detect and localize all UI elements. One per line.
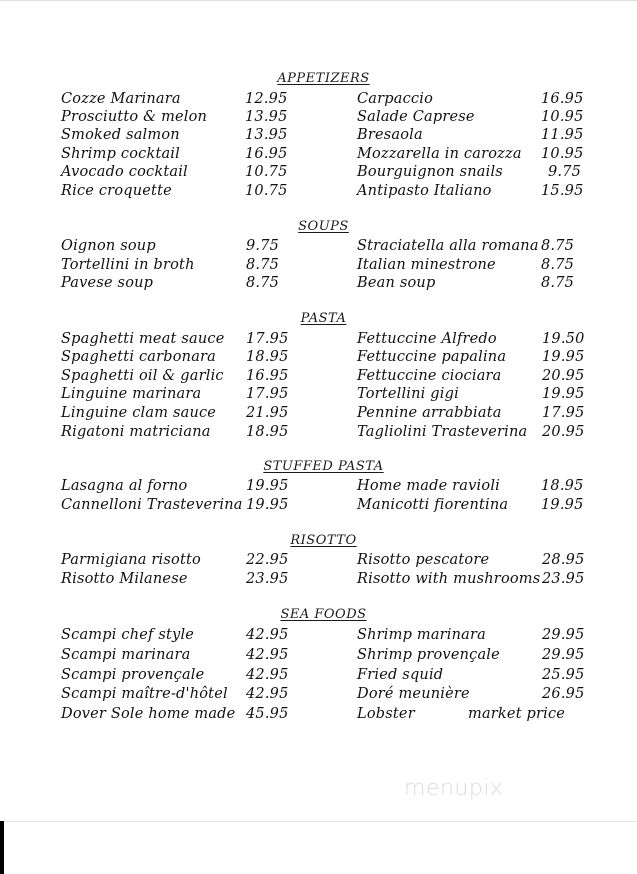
item-name: Dover Sole home made — [61, 706, 236, 722]
item-price: 8.75 — [541, 257, 575, 273]
item-name: Fettuccine ciociara — [357, 368, 502, 384]
item-price: 16.95 — [245, 146, 288, 162]
scan-edge-shadow — [0, 821, 4, 874]
item-name: Scampi marinara — [61, 647, 191, 663]
item-name: Scampi chef style — [61, 627, 195, 643]
item-price: 13.95 — [245, 127, 288, 143]
item-name: Scampi maître-d'hôtel — [61, 686, 228, 702]
item-price: 8.75 — [246, 257, 280, 273]
item-price: 20.95 — [542, 368, 585, 384]
item-price: 16.95 — [541, 91, 584, 107]
item-name: Antipasto Italiano — [357, 183, 492, 199]
item-name: Bourguignon snails — [357, 164, 503, 180]
scan-fold-line — [0, 821, 637, 822]
item-price: 28.95 — [542, 552, 585, 568]
item-name: Cozze Marinara — [61, 91, 181, 107]
item-name: Risotto pescatore — [357, 552, 490, 568]
item-price: 17.95 — [246, 331, 289, 347]
item-price: 29.95 — [542, 627, 585, 643]
item-price: 42.95 — [246, 627, 289, 643]
scan-edge-top — [0, 0, 637, 1]
item-price: 17.95 — [542, 405, 585, 421]
item-name: Smoked salmon — [61, 127, 180, 143]
item-name: Pennine arrabbiata — [357, 405, 502, 421]
item-price: 17.95 — [246, 386, 289, 402]
item-price: 29.95 — [542, 647, 585, 663]
item-price: 42.95 — [246, 686, 289, 702]
item-price: 13.95 — [245, 109, 288, 125]
item-price: 25.95 — [542, 667, 585, 683]
item-name: Tortellini in broth — [61, 257, 195, 273]
item-name: Rigatoni matriciana — [61, 424, 211, 440]
item-price: 9.75 — [548, 164, 582, 180]
item-price: 8.75 — [246, 275, 280, 291]
item-price: 18.95 — [246, 424, 289, 440]
item-price: 12.95 — [245, 91, 288, 107]
item-price: 15.95 — [541, 183, 584, 199]
item-price: 26.95 — [542, 686, 585, 702]
item-price: 8.75 — [541, 275, 575, 291]
item-name: Prosciutto & melon — [61, 109, 208, 125]
item-price: 9.75 — [246, 238, 280, 254]
item-price: 18.95 — [246, 349, 289, 365]
item-price: 23.95 — [246, 571, 289, 587]
section-title-soups: SOUPS — [298, 219, 349, 234]
item-name: Salade Caprese — [357, 109, 475, 125]
item-price: 10.95 — [541, 146, 584, 162]
item-name: Bresaola — [357, 127, 423, 143]
section-title-risotto: RISOTTO — [290, 533, 357, 548]
item-name: Pavese soup — [61, 275, 154, 291]
item-price: 11.95 — [541, 127, 584, 143]
item-name: Risotto with mushrooms — [357, 571, 541, 587]
item-name: Tortellini gigi — [357, 386, 459, 402]
item-name: Tagliolini Trasteverina — [357, 424, 528, 440]
item-name: Spaghetti oil & garlic — [61, 368, 224, 384]
item-price: 42.95 — [246, 647, 289, 663]
item-price: 45.95 — [246, 706, 289, 722]
item-name: Bean soup — [357, 275, 436, 291]
item-price: 19.95 — [246, 497, 289, 513]
item-name: Risotto Milanese — [61, 571, 188, 587]
item-price: 42.95 — [246, 667, 289, 683]
item-price: 19.95 — [542, 386, 585, 402]
item-name: Fried squid — [357, 667, 444, 683]
item-name: Manicotti fiorentina — [357, 497, 509, 513]
item-price: 23.95 — [542, 571, 585, 587]
item-price: 16.95 — [246, 368, 289, 384]
item-price: 19.95 — [541, 497, 584, 513]
item-price: 19.95 — [246, 478, 289, 494]
item-name: Linguine clam sauce — [61, 405, 217, 421]
item-name: Spaghetti carbonara — [61, 349, 217, 365]
section-title-pasta: PASTA — [300, 311, 347, 326]
item-name: Shrimp provençale — [357, 647, 500, 663]
item-name: Lobster — [357, 706, 415, 722]
section-title-stuffed-pasta: STUFFED PASTA — [263, 459, 384, 474]
section-title-appetizers: APPETIZERS — [277, 71, 370, 86]
item-name: Italian minestrone — [357, 257, 496, 273]
item-price: 20.95 — [542, 424, 585, 440]
item-name: Mozzarella in carozza — [357, 146, 522, 162]
item-price: 22.95 — [246, 552, 289, 568]
item-price: 10.75 — [245, 164, 288, 180]
item-name: Carpaccio — [357, 91, 434, 107]
item-name: Cannelloni Trasteverina — [61, 497, 243, 513]
item-name: Spaghetti meat sauce — [61, 331, 225, 347]
item-name: Fettuccine papalina — [357, 349, 507, 365]
item-price: 19.50 — [542, 331, 585, 347]
item-name: Linguine marinara — [61, 386, 202, 402]
item-name: Avocado cocktail — [61, 164, 188, 180]
item-price: 19.95 — [542, 349, 585, 365]
item-name: Scampi provençale — [61, 667, 205, 683]
section-title-sea-foods: SEA FOODS — [280, 607, 367, 622]
item-name: Shrimp marinara — [357, 627, 487, 643]
item-name: Shrimp cocktail — [61, 146, 180, 162]
item-name: Fettuccine Alfredo — [357, 331, 497, 347]
item-price: 8.75 — [541, 238, 575, 254]
item-name: Home made ravioli — [357, 478, 500, 494]
item-price: 21.95 — [246, 405, 289, 421]
menupix-watermark: menupix — [404, 776, 504, 801]
item-name: Oignon soup — [61, 238, 156, 254]
item-name: Parmigiana risotto — [61, 552, 201, 568]
item-price: market price — [468, 706, 566, 722]
item-name: Straciatella alla romana — [357, 238, 539, 254]
item-name: Doré meunière — [357, 686, 470, 702]
item-name: Lasagna al forno — [61, 478, 188, 494]
item-price: 10.95 — [541, 109, 584, 125]
item-price: 18.95 — [541, 478, 584, 494]
item-price: 10.75 — [245, 183, 288, 199]
item-name: Rice croquette — [61, 183, 172, 199]
